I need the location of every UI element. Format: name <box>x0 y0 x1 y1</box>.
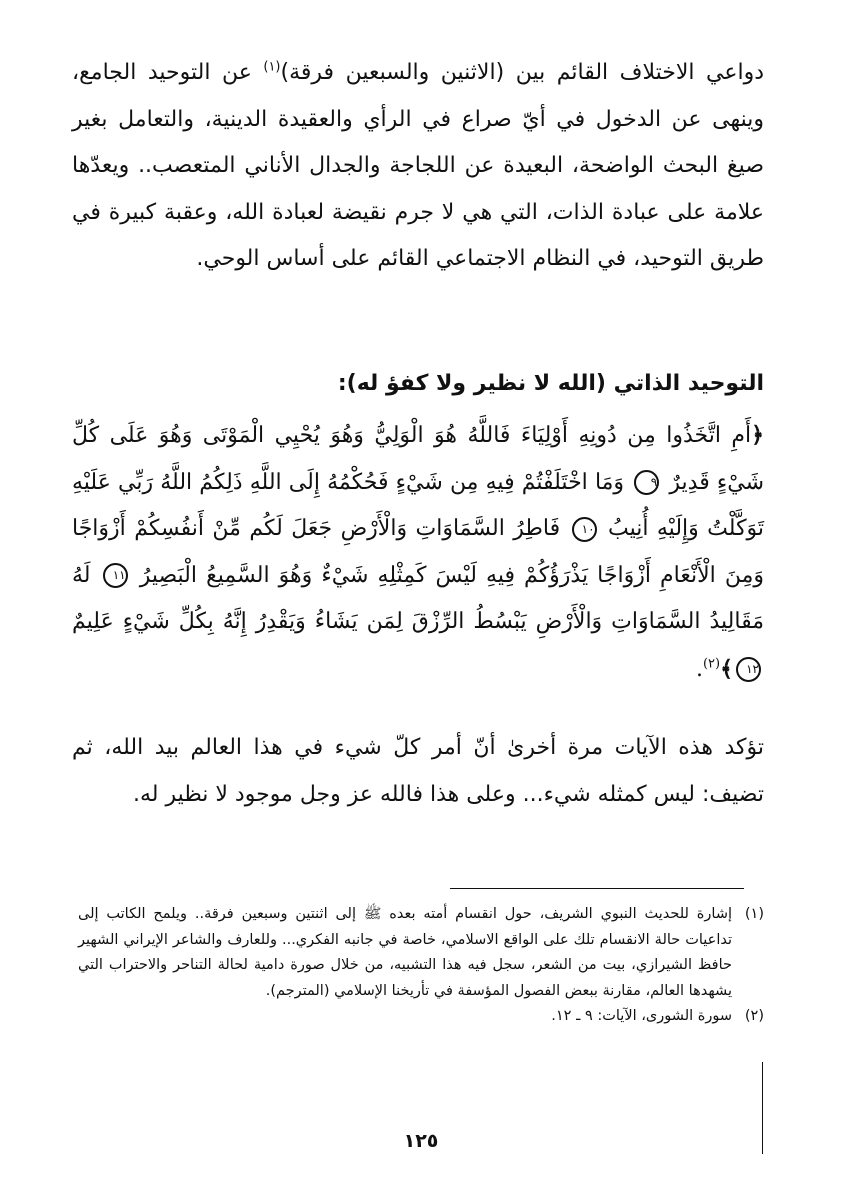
verse-number-10: ١٠ <box>572 517 597 542</box>
verse-12: لَهُ مَقَالِيدُ السَّمَاوَاتِ وَالْأَرْضِ يَبْسُطُ الرِّزْقَ لِمَن يَشَاءُ وَيَقْدِرُ إِنَّهُ بِكُلِّ شَيْءٍ عَلِيمٌ <box>72 562 764 634</box>
verse-9: أَمِ اتَّخَذُوا مِن دُونِهِ أَوْلِيَاءَ فَاللَّهُ هُوَ الْوَلِيُّ وَهُوَ يُحْيِي الْمَوْتَى وَهُوَ عَلَى كُلِّ شَيْءٍ قَدِيرٌ <box>72 423 765 495</box>
intro-rest: عن التوحيد الجامع، وينهى عن الدخول في أيّ صراع في الرأي والعقيدة الدينية، والتعامل بغير صيغ البحث الواضحة، البعيدة عن اللجاجة والجدال الأناني المتعصب.. ويعدّها علامة على عبادة الذات، التي هي لا جرم نقيضة لعبادة الله، وعقبة كبيرة في طريق التوحيد، في النظام الاجتماعي القائم على أساس الوحي. <box>72 60 764 271</box>
verse-10: وَمَا اخْتَلَفْتُمْ فِيهِ مِن شَيْءٍ فَحُكْمُهُ إِلَى اللَّهِ ذَلِكُمُ اللَّهُ رَبِّي عَلَيْهِ تَوَكَّلْتُ وَإِلَيْهِ أُنِيبُ <box>72 469 765 541</box>
quran-close-bracket: ﴾ <box>720 655 733 682</box>
conclusion-paragraph: تؤكد هذه الآيات مرة أخرىٰ أنّ أمر كلّ شيء في هذا العالم بيد الله، ثم تضيف: ليس كمثله شيء... وعلى هذا فالله عز وجل موجود لا نظير له. <box>72 735 764 807</box>
section-heading: التوحيد الذاتي (الله لا نظير ولا كفؤ له): <box>337 371 764 396</box>
verses-end-dot: . <box>695 656 703 682</box>
footnotes <box>78 902 764 1030</box>
verse-number-11: ١١ <box>103 563 128 588</box>
footnote-2-text: سورة الشورى، الآيات: ٩ ـ ١٢. <box>551 1008 732 1024</box>
verse-11: فَاطِرُ السَّمَاوَاتِ وَالْأَرْضِ جَعَلَ لَكُم مِّنْ أَنفُسِكُمْ أَزْوَاجًا وَمِنَ الْأَنْعَامِ أَزْوَاجًا يَذْرَؤُكُمْ فِيهِ لَيْسَ كَمِثْلِهِ شَيْءٌ وَهُوَ السَّمِيعُ الْبَصِيرُ <box>72 516 765 588</box>
footnote-1-text: إشارة للحديث النبوي الشريف، حول انقسام أمته بعده ﷺ إلى اثنتين وسبعين فرقة.. ويلمح الكاتب إلى تداعيات حالة الانقسام تلك على الواقع الاسلامي، خاصة في جانبه الفكري... وللعارف والشاعر الإيراني الشهير حافظ الشيرازي، بيت من الشعر، سجل فيه هذا التشبيه، من خلال صورة دامية لحالة التناحر والاحتراب التي يشهدها العالم، مقارنة ببعض الفصول المؤسفة في تأريخنا الإسلامي (المترجم). <box>78 906 732 999</box>
footnote-1 <box>78 902 764 1004</box>
verse-number-9: ٩ <box>634 470 659 495</box>
footnote-2 <box>78 1004 764 1030</box>
intro-paragraph <box>72 50 764 283</box>
footnote-1-number: (١) <box>744 906 764 922</box>
footnote-2-number: (٢) <box>744 1008 764 1024</box>
footnote-divider <box>450 888 744 889</box>
footnote-ref-1[interactable]: (١) <box>263 59 281 75</box>
quran-open-bracket: ﴿ <box>751 422 764 448</box>
intro-lead: دواعي الاختلاف القائم بين (الاثنين والسبعين فرقة) <box>280 60 764 85</box>
quran-verses <box>72 412 764 693</box>
page-number: ١٢٥ <box>403 1130 439 1152</box>
verse-number-12: ١٢ <box>736 657 761 682</box>
footnote-ref-2[interactable]: (٢) <box>702 656 721 672</box>
